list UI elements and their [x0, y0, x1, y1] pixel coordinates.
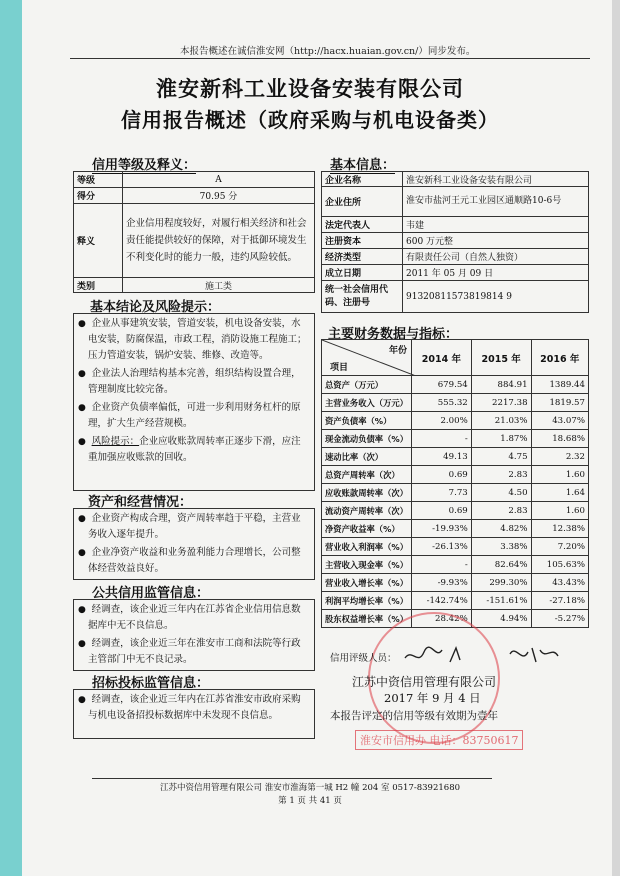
- financial-cell: 1.87%: [471, 430, 531, 448]
- financial-cell: 18.68%: [531, 430, 588, 448]
- financial-cell: 82.64%: [471, 556, 531, 574]
- footer-rule: [92, 778, 492, 779]
- corner-item-label: 项目: [330, 363, 349, 373]
- year-header: 2014 年: [412, 340, 472, 376]
- grade-label: 等级: [74, 172, 123, 188]
- financial-cell: 0.69: [412, 502, 472, 520]
- raters-label: 信用评级人员：: [330, 653, 397, 664]
- credit-code-label: 统一社会信用代码、注册号: [322, 281, 403, 313]
- financial-cell: 28.42%: [412, 610, 472, 628]
- corner-year-label: 年份: [388, 346, 407, 356]
- financial-row-label: 资产负债率（%）: [322, 412, 412, 430]
- economic-type-value: 有限责任公司（自然人独资）: [403, 249, 589, 265]
- address-value: 淮安市盐河王元工业园区通顺路10-6号: [403, 187, 589, 217]
- score-value: 70.95 分: [123, 188, 315, 204]
- public-supervision-heading: 公共信用监管信息：: [92, 586, 210, 601]
- table-row: [322, 556, 589, 574]
- table-row: [322, 430, 589, 448]
- financial-cell: -151.61%: [471, 592, 531, 610]
- year-header: 2015 年: [471, 340, 531, 376]
- legal-rep-label: 法定代表人: [322, 217, 403, 233]
- financial-cell: 1.64: [531, 484, 588, 502]
- list-item: ● 企业资产负债率偏低，可进一步利用财务杠杆的原理，扩大生产经营规模。: [78, 402, 301, 429]
- grade-value: A: [123, 172, 315, 188]
- list-item: ● 企业资产构成合理，资产周转率趋于平稳，主营业务收入逐年提升。: [78, 513, 301, 540]
- table-row: [322, 466, 589, 484]
- financial-cell: 12.38%: [531, 520, 588, 538]
- financial-cell: 1389.44: [531, 376, 588, 394]
- conclusions-box: [73, 313, 315, 491]
- financial-cell: 43.07%: [531, 412, 588, 430]
- category-label: 类别: [74, 278, 123, 293]
- list-item: ● 经调查，该企业近三年内在江苏省企业信用信息数据库中无不良信息。: [78, 604, 301, 631]
- financial-cell: 49.13: [412, 448, 472, 466]
- financial-cell: 4.50: [471, 484, 531, 502]
- basic-info-heading: 基本信息：: [330, 154, 395, 174]
- risk-item: ● 风险提示：企业应收账款周转率正逐步下滑，应注重加强应收账款的回收。: [78, 436, 301, 463]
- financial-cell: 2.83: [471, 466, 531, 484]
- financial-cell: 4.94%: [471, 610, 531, 628]
- assets-heading: 资产和经营情况：: [88, 495, 193, 510]
- financial-heading: 主要财务数据与指标：: [328, 327, 459, 342]
- financial-cell: 2217.38: [471, 394, 531, 412]
- founded-value: 2011 年 05 月 09 日: [403, 265, 589, 281]
- financial-row-label: 净资产收益率（%）: [322, 520, 412, 538]
- financial-cell: 2.83: [471, 502, 531, 520]
- financial-cell: -: [412, 556, 472, 574]
- financial-rows: [322, 376, 589, 628]
- founded-label: 成立日期: [322, 265, 403, 281]
- meaning-value: 企业信用程度较好，对履行相关经济和社会责任能提供较好的保障，对于抵御环境发生不利变化时的能力一般，违约风险较低。: [123, 204, 315, 278]
- validity-note: 本报告评定的信用等级有效期为壹年: [330, 710, 498, 722]
- report-title-type: 信用报告概述（政府采购与机电设备类）: [121, 108, 499, 132]
- score-label: 得分: [74, 188, 123, 204]
- financial-cell: 4.82%: [471, 520, 531, 538]
- meaning-label: 释义: [74, 204, 123, 278]
- handwritten-signature-icon: [400, 640, 570, 670]
- financial-row-label: 应收账款周转率（次）: [322, 484, 412, 502]
- financial-cell: -: [412, 430, 472, 448]
- list-item: ● 企业从事建筑安装，管道安装，机电设备安装，水电安装，防腐保温，市政工程，消防设施工程施工；压力管道安装，锅炉安装、维修、改造等。: [78, 318, 307, 361]
- financial-row-label: 总资产周转率（次）: [322, 466, 412, 484]
- category-value: 施工类: [123, 278, 315, 293]
- financial-cell: 299.30%: [471, 574, 531, 592]
- financial-cell: 4.75: [471, 448, 531, 466]
- issuer-company: 江苏中资信用管理有限公司: [352, 675, 497, 689]
- header-note: 本报告概述在诚信淮安网（http://hacx.huaian.gov.cn/）同步发布。: [180, 46, 476, 57]
- year-header: 2016 年: [531, 340, 588, 376]
- financial-cell: 1819.57: [531, 394, 588, 412]
- financial-row-label: 总资产（万元）: [322, 376, 412, 394]
- financial-cell: 2.00%: [412, 412, 472, 430]
- economic-type-label: 经济类型: [322, 249, 403, 265]
- financial-cell: 1.60: [531, 502, 588, 520]
- credit-code-value: 91320811573819814 9: [403, 281, 589, 313]
- financial-cell: -27.18%: [531, 592, 588, 610]
- table-row: [322, 448, 589, 466]
- company-name-value: 淮安新科工业设备安装有限公司: [403, 172, 589, 187]
- bidding-supervision-box: [73, 689, 315, 739]
- capital-label: 注册资本: [322, 233, 403, 249]
- legal-rep-value: 韦建: [403, 217, 589, 233]
- header-rule: [70, 58, 590, 59]
- financial-cell: 21.03%: [471, 412, 531, 430]
- table-row: [322, 412, 589, 430]
- financial-cell: 2.32: [531, 448, 588, 466]
- footer-contact: 江苏中资信用管理有限公司 淮安市淮海第一城 H2 幢 204 室 0517-83921680: [159, 783, 461, 793]
- financial-cell: 1.60: [531, 466, 588, 484]
- financial-cell: 7.20%: [531, 538, 588, 556]
- list-item: ● 企业法人治理结构基本完善，组织结构设置合理，管理制度比较完备。: [78, 368, 301, 395]
- table-row: [322, 502, 589, 520]
- table-row: [322, 592, 589, 610]
- financial-table: [321, 339, 589, 628]
- table-row: [322, 484, 589, 502]
- assets-box: [73, 508, 315, 580]
- basic-info-table: [321, 171, 589, 313]
- address-label: 企业住所: [322, 187, 403, 217]
- financial-cell: -142.74%: [412, 592, 472, 610]
- list-item: ● 经调查，该企业近三年在淮安市工商和法院等行政主管部门中无不良记录。: [78, 638, 301, 665]
- conclusions-heading: 基本结论及风险提示：: [90, 300, 221, 315]
- financial-row-label: 流动资产周转率（次）: [322, 502, 412, 520]
- financial-cell: 3.38%: [471, 538, 531, 556]
- financial-row-label: 现金流动负债率（%）: [322, 430, 412, 448]
- financial-row-label: 主营业务收入（万元）: [322, 394, 412, 412]
- financial-cell: 0.69: [412, 466, 472, 484]
- public-supervision-box: [73, 599, 315, 671]
- table-row: [322, 574, 589, 592]
- table-row: [322, 394, 589, 412]
- rating-heading: 信用等级及释义：: [92, 154, 196, 174]
- financial-row-label: 营业收入增长率（%）: [322, 574, 412, 592]
- list-item: ● 经调查，该企业近三年内在江苏省淮安市政府采购与机电设备招投标数据库中未发现不良信息。: [78, 694, 301, 721]
- financial-corner-cell: [322, 340, 412, 376]
- financial-row-label: 营业收入利润率（%）: [322, 538, 412, 556]
- financial-cell: -5.27%: [531, 610, 588, 628]
- financial-row-label: 速动比率（次）: [322, 448, 412, 466]
- financial-cell: 43.43%: [531, 574, 588, 592]
- financial-cell: -9.93%: [412, 574, 472, 592]
- financial-row-label: 股东权益增长率（%）: [322, 610, 412, 628]
- table-row: [322, 520, 589, 538]
- financial-cell: -26.13%: [412, 538, 472, 556]
- financial-cell: 679.54: [412, 376, 472, 394]
- office-stamp: 淮安市信用办 电话：83750617: [355, 730, 523, 750]
- bidding-supervision-heading: 招标投标监管信息：: [92, 676, 210, 691]
- rating-table: [73, 171, 315, 293]
- table-row: [322, 376, 589, 394]
- issue-date: 2017 年 9 月 4 日: [384, 691, 481, 705]
- capital-value: 600 万元整: [403, 233, 589, 249]
- report-title-company: 淮安新科工业设备安装有限公司: [156, 77, 464, 101]
- page-number: 第 1 页 共 41 页: [278, 796, 342, 806]
- financial-cell: 555.32: [412, 394, 472, 412]
- financial-cell: 105.63%: [531, 556, 588, 574]
- financial-cell: 7.73: [412, 484, 472, 502]
- company-name-label: 企业名称: [322, 172, 403, 187]
- list-item: ● 企业净资产收益和业务盈利能力合理增长，公司整体经营效益良好。: [78, 547, 301, 574]
- financial-row-label: 主营收入现金率（%）: [322, 556, 412, 574]
- financial-row-label: 利润平均增长率（%）: [322, 592, 412, 610]
- table-row: [322, 538, 589, 556]
- financial-cell: 884.91: [471, 376, 531, 394]
- financial-cell: -19.93%: [412, 520, 472, 538]
